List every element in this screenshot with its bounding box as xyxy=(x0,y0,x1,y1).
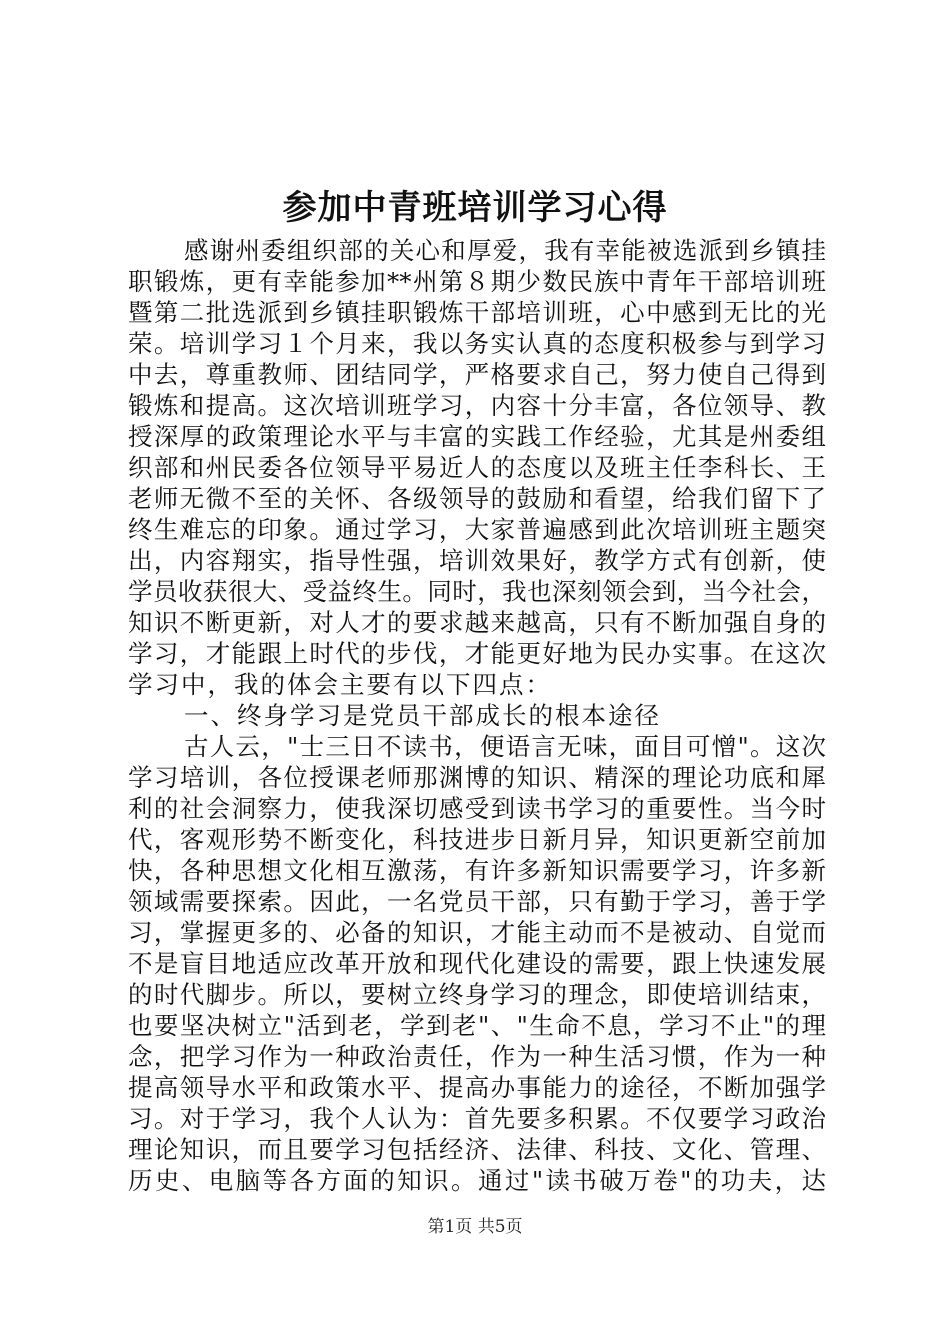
body-line: 领域需要探索。因此，一名党员干部，只有勤于学习，善于学 xyxy=(128,887,826,916)
body-line: 老师无微不至的关怀、各级领导的鼓励和看望，给我们留下了 xyxy=(128,484,826,513)
body-line: 的时代脚步。所以，要树立终身学习的理念，即使培训结束， xyxy=(128,980,826,1009)
body-line: 出，内容翔实，指导性强，培训效果好，教学方式有创新，使 xyxy=(128,546,826,575)
body-line: 感谢州委组织部的关心和厚爱，我有幸能被选派到乡镇挂 xyxy=(184,236,826,265)
body-line: 理论知识，而且要学习包括经济、法律、科技、文化、管理、 xyxy=(128,1135,826,1164)
body-line: 也要坚决树立"活到老，学到老"、"生命不息，学习不止"的理 xyxy=(128,1011,826,1040)
body-line: 一、终身学习是党员干部成长的根本途径 xyxy=(184,701,661,730)
body-line: 念，把学习作为一种政治责任，作为一种生活习惯，作为一种 xyxy=(128,1042,826,1071)
body-line: 不是盲目地适应改革开放和现代化建设的需要，跟上快速发展 xyxy=(128,949,826,978)
body-line: 代，客观形势不断变化，科技进步日新月异，知识更新空前加 xyxy=(128,825,826,854)
page-footer: 第1页 共5页 xyxy=(427,1217,523,1237)
body-line: 学习，才能跟上时代的步伐，才能更好地为民办实事。在这次 xyxy=(128,639,826,668)
document-body xyxy=(128,235,826,1196)
body-line: 快，各种思想文化相互激荡，有许多新知识需要学习，许多新 xyxy=(128,856,826,885)
body-line: 学习中，我的体会主要有以下四点： xyxy=(128,670,552,699)
body-line: 提高领导水平和政策水平、提高办事能力的途径，不断加强学 xyxy=(128,1073,826,1102)
body-line: 职锻炼，更有幸能参加**州第８期少数民族中青年干部培训班 xyxy=(128,267,826,296)
body-line: 终生难忘的印象。通过学习，大家普遍感到此次培训班主题突 xyxy=(128,515,826,544)
body-line: 知识不断更新，对人才的要求越来越高，只有不断加强自身的 xyxy=(128,608,826,637)
body-line: 习。对于学习，我个人认为：首先要多积累。不仅要学习政治 xyxy=(128,1104,826,1133)
body-line: 锻炼和提高。这次培训班学习，内容十分丰富，各位领导、教 xyxy=(128,391,826,420)
body-line: 暨第二批选派到乡镇挂职锻炼干部培训班，心中感到无比的光 xyxy=(128,298,826,327)
document-title: 参加中青班培训学习心得 xyxy=(282,188,668,228)
body-line: 中去，尊重教师、团结同学，严格要求自己，努力使自己得到 xyxy=(128,360,826,389)
body-line: 授深厚的政策理论水平与丰富的实践工作经验，尤其是州委组 xyxy=(128,422,826,451)
body-line: 学员收获很大、受益终生。同时，我也深刻领会到，当今社会， xyxy=(128,577,826,606)
body-line: 古人云，"士三日不读书，便语言无味，面目可憎"。这次 xyxy=(184,732,826,761)
body-line: 利的社会洞察力，使我深切感受到读书学习的重要性。当今时 xyxy=(128,794,826,823)
body-line: 历史、电脑等各方面的知识。通过"读书破万卷"的功夫，达 xyxy=(128,1166,826,1195)
body-line: 荣。培训学习１个月来，我以务实认真的态度积极参与到学习 xyxy=(128,329,826,358)
body-line: 织部和州民委各位领导平易近人的态度以及班主任李科长、王 xyxy=(128,453,826,482)
body-line: 学习培训，各位授课老师那渊博的知识、精深的理论功底和犀 xyxy=(128,763,826,792)
body-line: 习，掌握更多的、必备的知识，才能主动而不是被动、自觉而 xyxy=(128,918,826,947)
